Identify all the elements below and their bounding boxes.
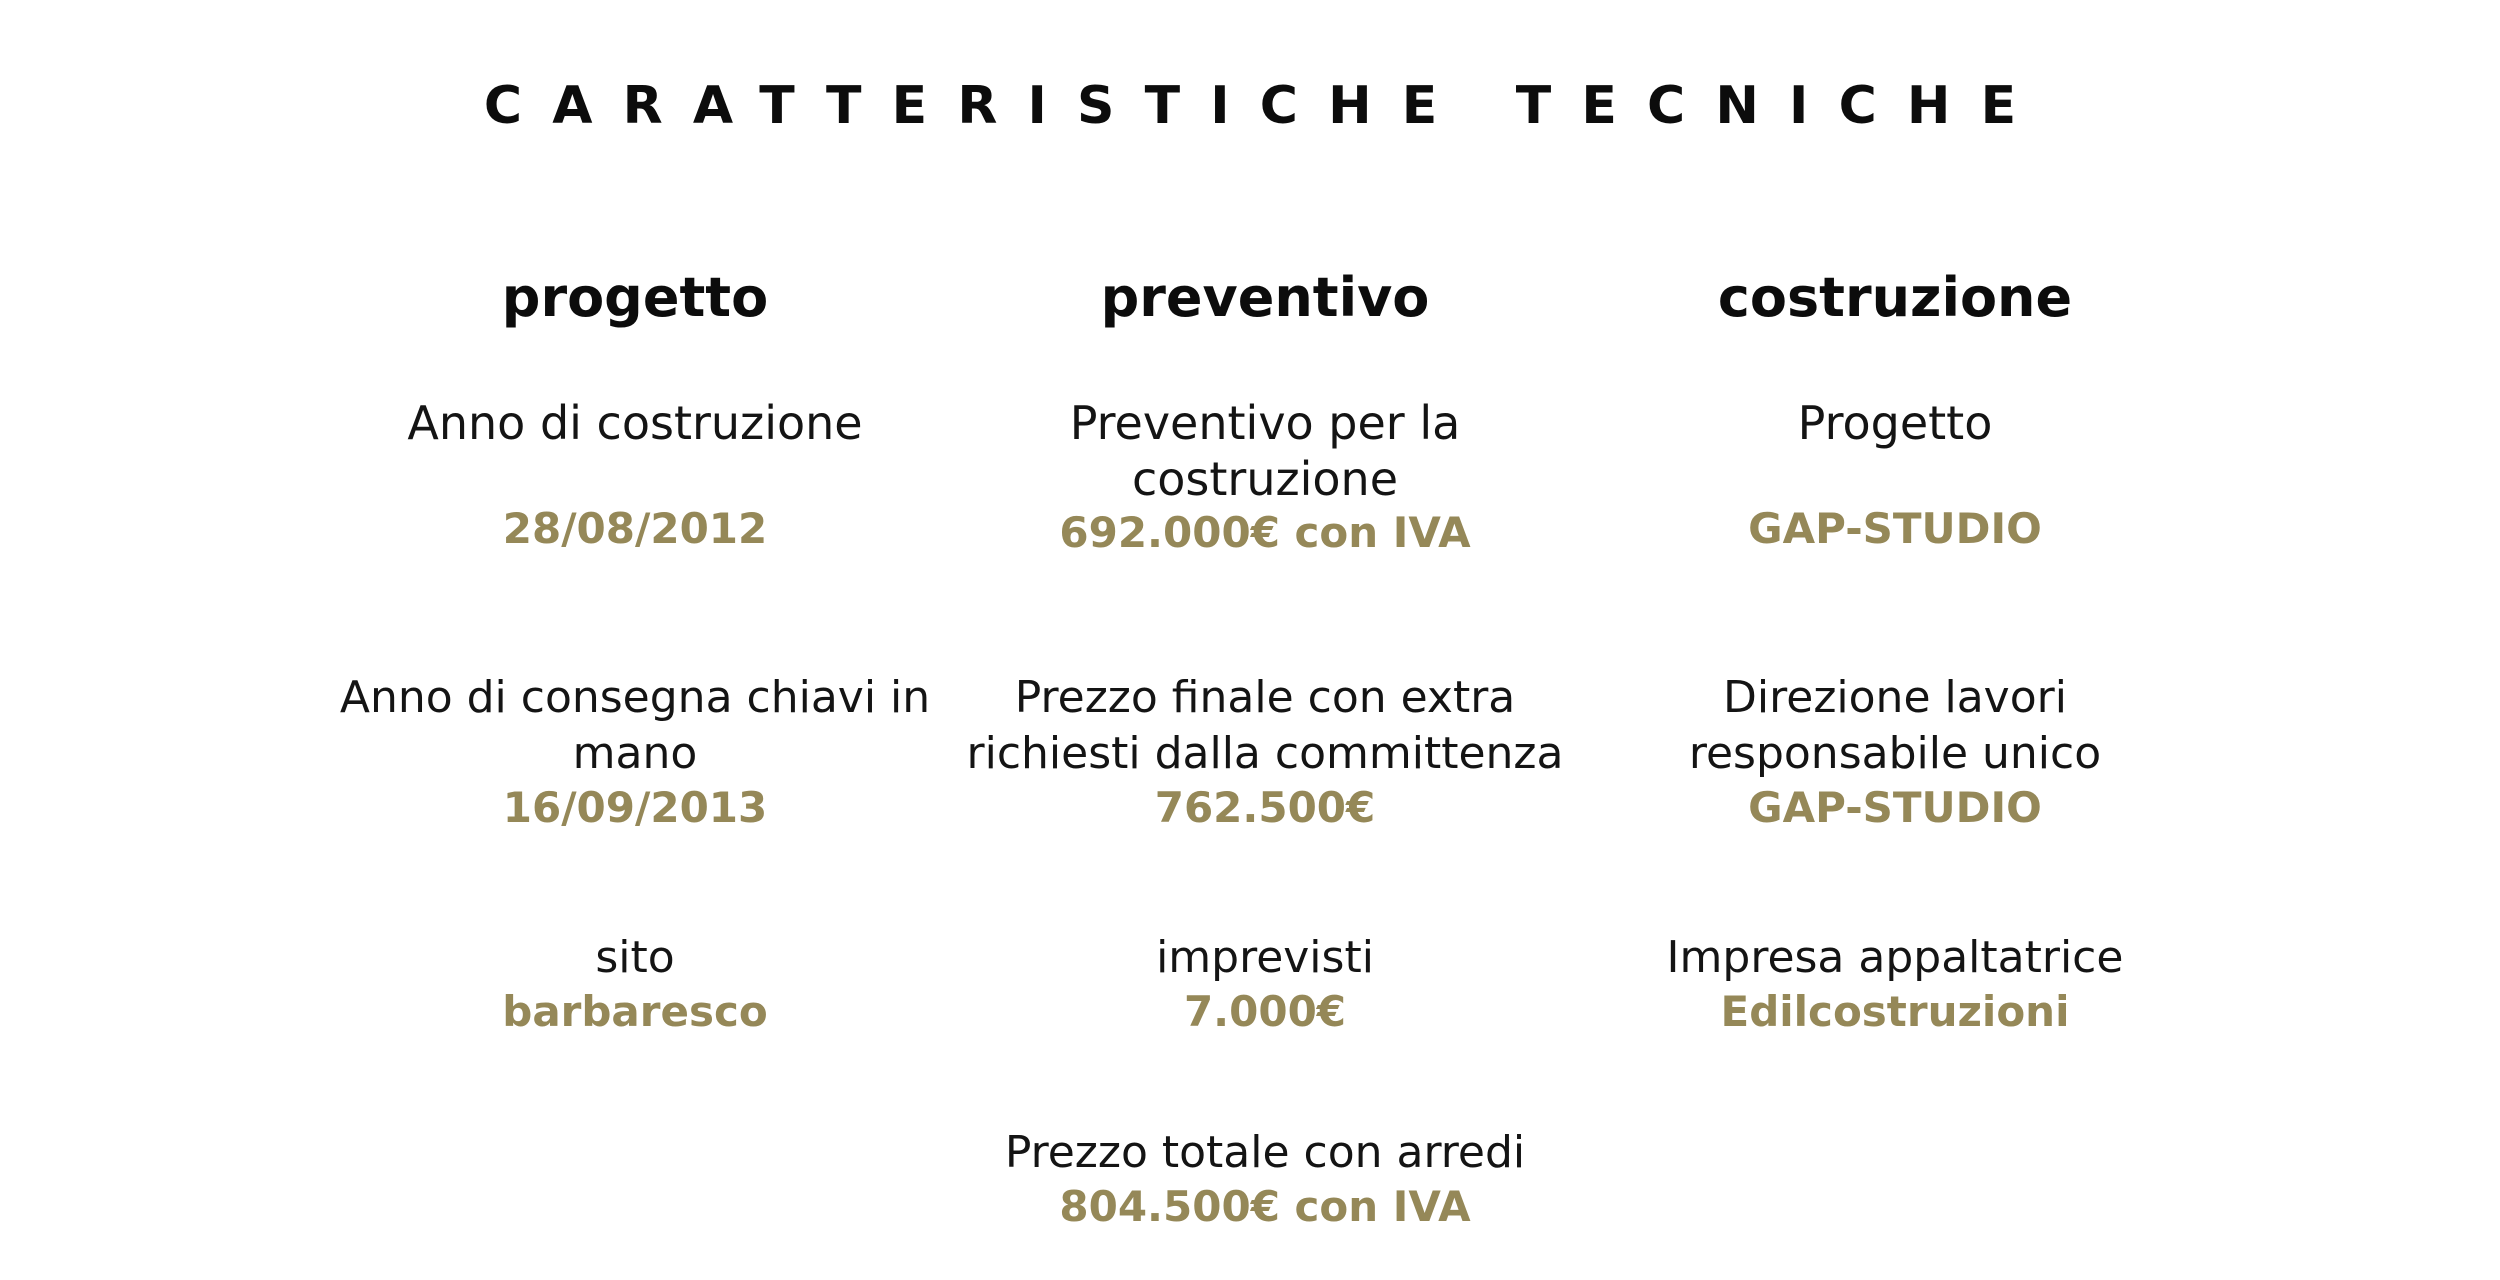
item-label: Progetto [1797,396,1993,450]
item-value: GAP-STUDIO [1748,783,2042,832]
column-heading-preventivo: preventivo [1100,266,1430,329]
item-value: 7.000€ [1183,987,1347,1036]
item-label-line-1: Anno di consegna chiavi in [339,672,931,723]
item-label-line-1: Preventivo per la [1069,396,1461,450]
item-label-line-2: richiesti dalla committenza [966,728,1564,779]
item-value: 692.000€ con IVA [1059,508,1471,557]
page-title: CARATTERISTICHE TECNICHE [483,76,2047,136]
item-label: imprevisti [1156,932,1374,983]
item-label-line-2: costruzione [1131,452,1399,506]
item-value: 762.500€ [1154,783,1376,832]
info-item-direzione-lavori [1495,670,2295,834]
item-value: GAP-STUDIO [1748,504,2042,553]
item-value: Edilcostruzioni [1720,987,2070,1036]
item-label-line-1: Prezzo finale con extra [1014,672,1516,723]
info-item-impresa-appaltatrice [1495,930,2295,1038]
item-label-line-2: mano [572,728,698,779]
item-label: Prezzo totale con arredi [1004,1127,1526,1178]
item-value: 804.500€ con IVA [1059,1182,1471,1231]
item-value: 16/09/2013 [502,783,768,832]
item-label-line-2: responsabile unico [1688,728,2102,779]
item-value: barbaresco [502,987,768,1036]
info-item-progetto [1495,395,2295,555]
item-label: Anno di costruzione [407,396,863,450]
item-label: Impresa appaltatrice [1666,932,2124,983]
item-value: 28/08/2012 [502,504,768,553]
item-label: sito [595,932,675,983]
info-item-prezzo-totale [865,1125,1665,1233]
column-heading-progetto: progetto [501,266,769,329]
column-heading-costruzione: costruzione [1717,266,2073,329]
item-label-line-1: Direzione lavori [1723,672,2067,723]
